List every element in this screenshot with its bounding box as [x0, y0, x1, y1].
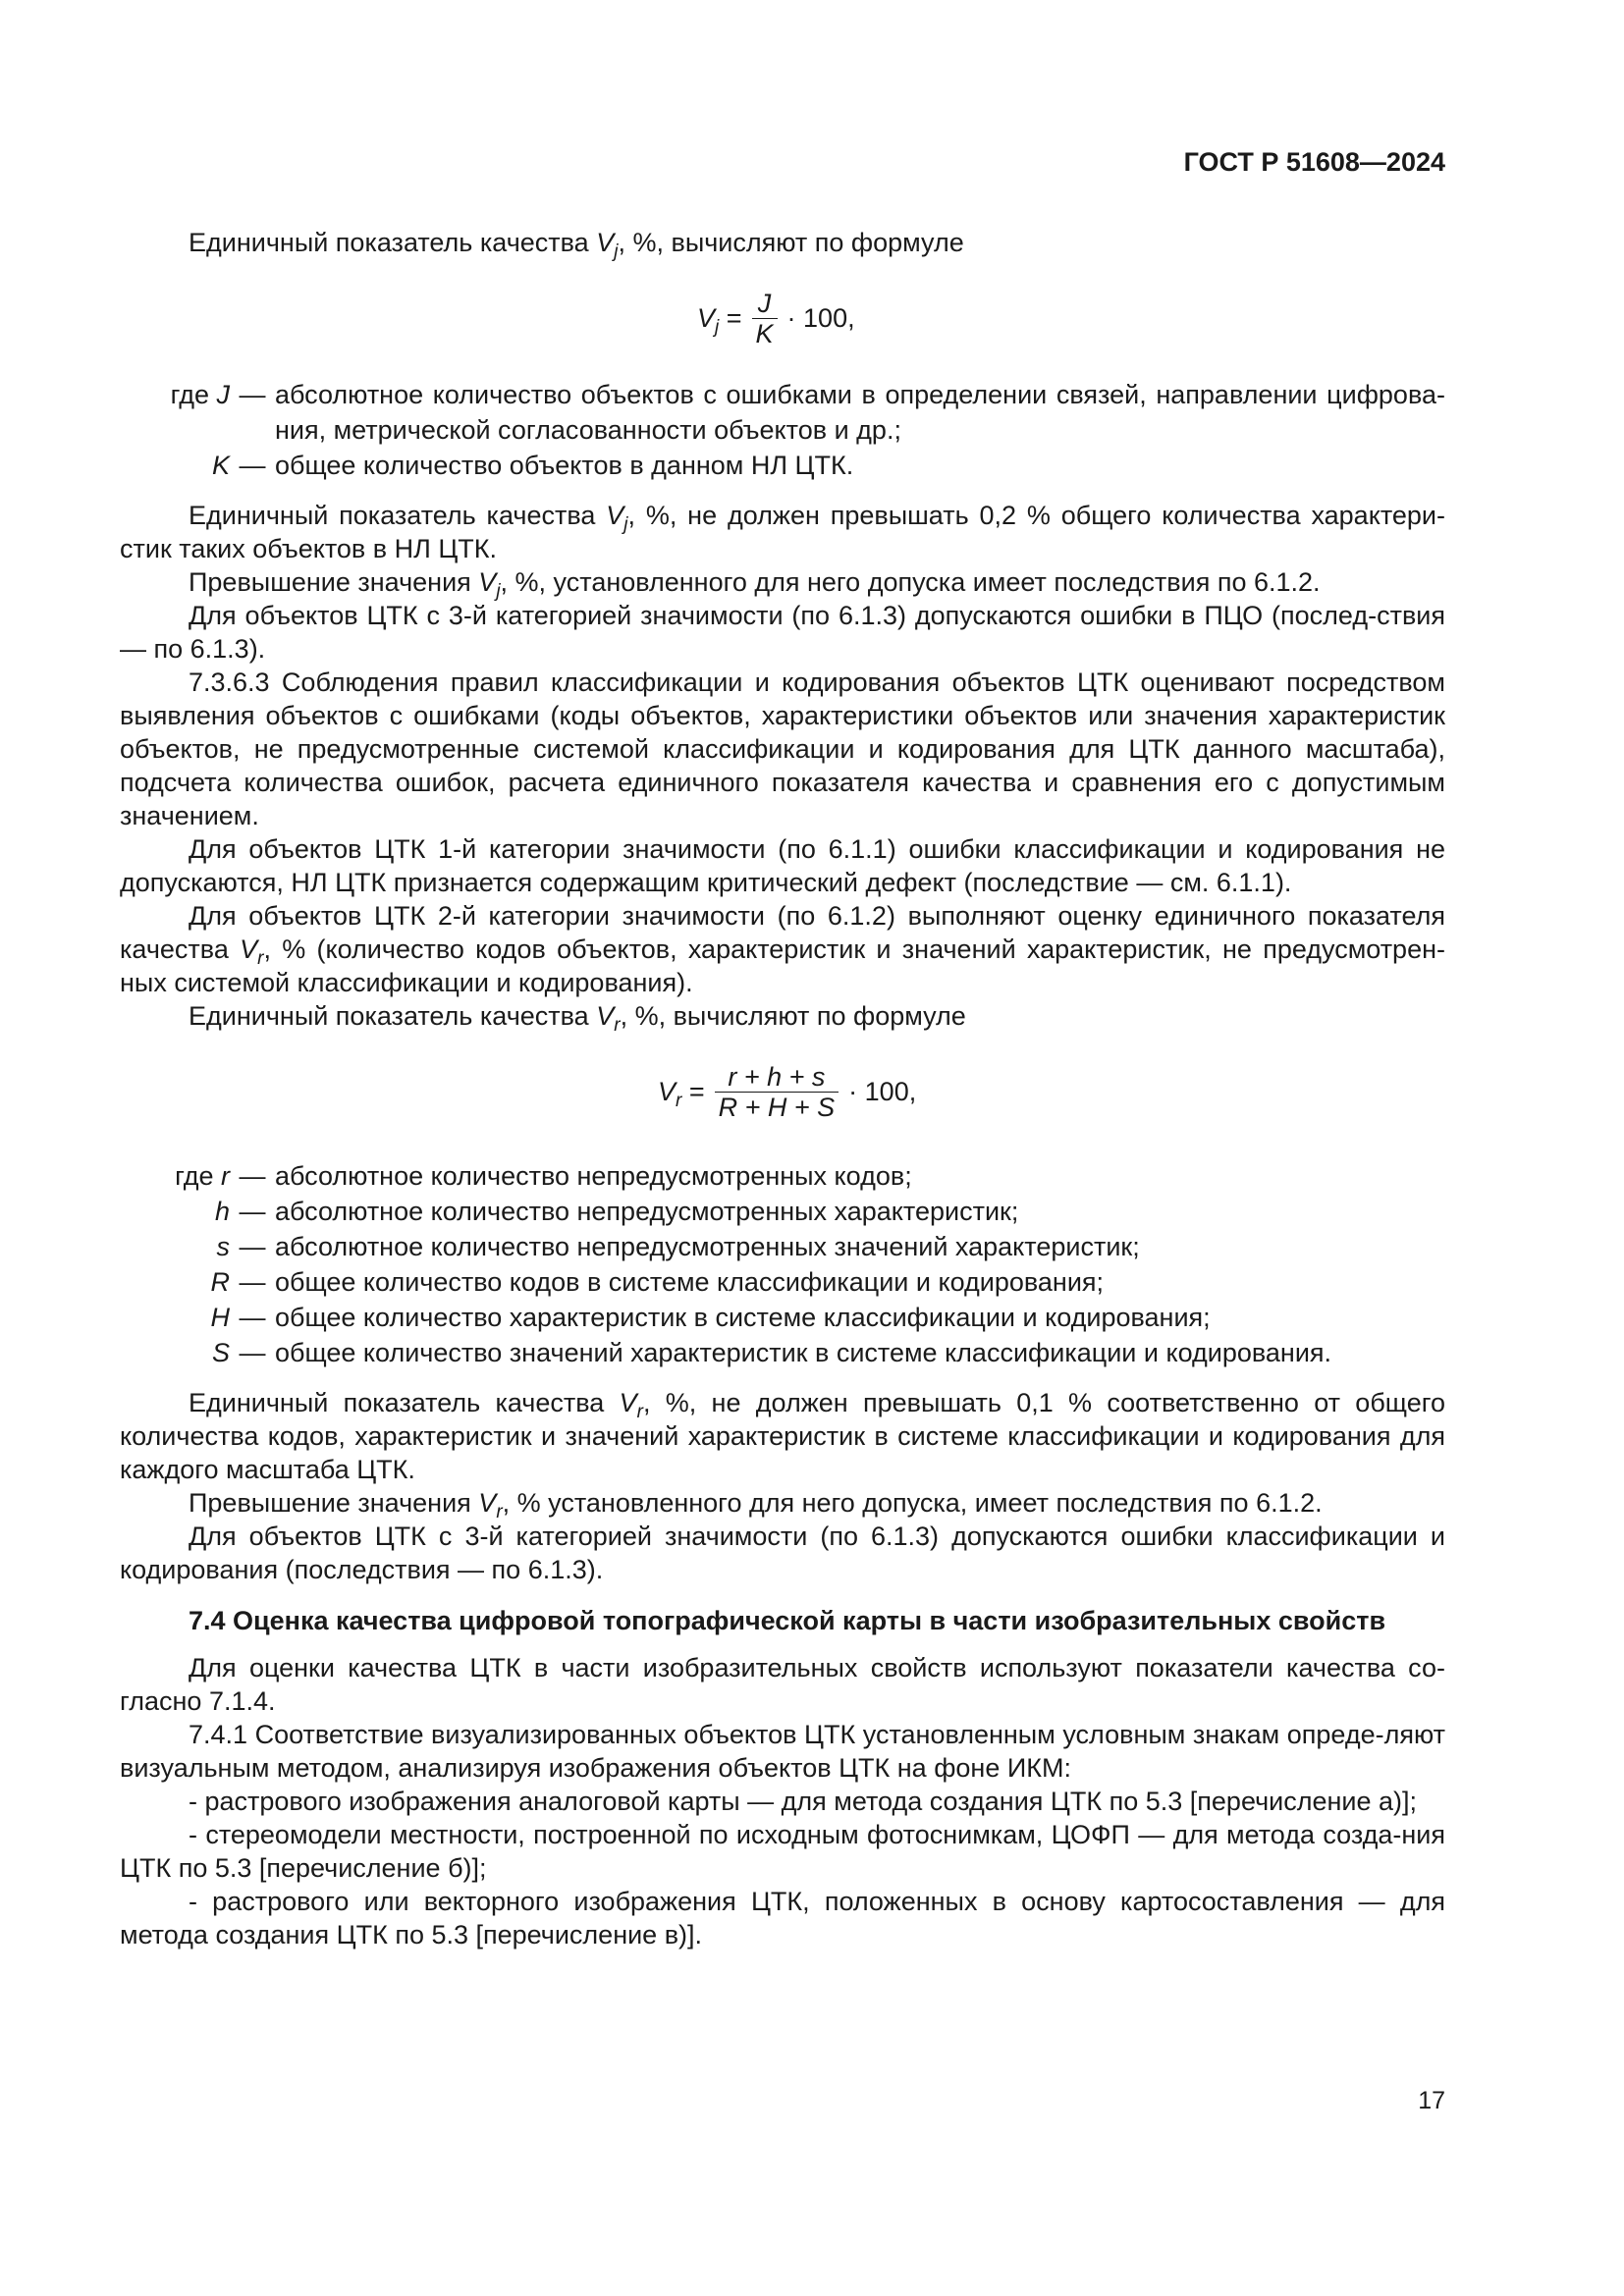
paragraph: 7.4.1 Соответствие визуализированных объектов ЦТК установленным условным знакам опреде-ляют визуальным методом, анализируя изображения объектов ЦТК на фоне ИКМ: [120, 1720, 1445, 1783]
paragraph: Единичный показатель качества $V_r$, %, не должен превышать 0,1 % соответственно от общего количества кодов, характеристик и значений характеристик в системе классификации и кодирования для каждого масштаба ЦТК. [120, 1388, 1445, 1484]
legend-row: K — общее количество объектов в данном НЛ ЦТК. [211, 451, 854, 480]
formula-vr: $V_r$ = $\frac{r + h + s}{R + H + S}$ · 100, [658, 1062, 917, 1122]
legend-row: H — общее количество характеристик в системе классификации и кодирования; [210, 1303, 1211, 1332]
paragraph: Для объектов ЦТК 2-й категории значимости (по 6.1.2) выполняют оценку единичного показателя качества $V_r$, % (количество кодов объектов, характеристик и значений характеристик, не предусмотрен-ных системой классификации и кодирования). [120, 901, 1445, 997]
paragraph: Для объектов ЦТК с 3-й категорией значимости (по 6.1.3) допускаются ошибки классификации и кодирования (последствия — по 6.1.3). [120, 1522, 1445, 1584]
page-number: 17 [1418, 2087, 1445, 2114]
list-item: - стереомодели местности, построенной по исходным фотоснимкам, ЦОФП — для метода созда-ния ЦТК по 5.3 [перечисление б)]; [120, 1820, 1445, 1883]
paragraph: Превышение значения $V_r$, % установленного для него допуска, имеет последствия по 6.1.2. [189, 1488, 1323, 1522]
legend-row: где J — абсолютное количество объектов с ошибками в определении связей, направлении цифрова-ния, метрической согласованности объектов и др.; [170, 380, 1445, 445]
paragraph: Для оценки качества ЦТК в части изобразительных свойств используют показатели качества со-гласно 7.1.4. [120, 1653, 1445, 1716]
list-item: - растрового изображения аналоговой карты — для метода создания ЦТК по 5.3 [перечисление а)]; [189, 1787, 1418, 1816]
paragraph: Превышение значения $V_j$, %, установленного для него допуска имеет последствия по 6.1.2. [189, 567, 1321, 602]
paragraph: 7.3.6.3 Соблюдения правил классификации и кодирования объектов ЦТК оценивают посредством выявления объектов с ошибками (коды объектов, характеристики объектов или значения характеристик объектов, не предусмотренные системой классификации и кодирования для ЦТК данного масштаба), подсчета количества ошибок, расчета единичного показателя качества и сравнения его с допустимым значением. [120, 667, 1445, 830]
legend-row: s — абсолютное количество непредусмотренных значений характеристик; [216, 1232, 1140, 1261]
legend-row: R — общее количество кодов в системе классификации и кодирования; [210, 1267, 1105, 1297]
list-item: - растрового или векторного изображения ЦТК, положенных в основу картосоставления — для метода создания ЦТК по 5.3 [перечисление в)]. [120, 1887, 1445, 1949]
legend-row: h — абсолютное количество непредусмотренных характеристик; [214, 1197, 1019, 1226]
paragraph: Для объектов ЦТК с 3-й категорией значимости (по 6.1.3) допускаются ошибки в ПЦО (послед-ствия — по 6.1.3). [120, 601, 1445, 664]
paragraph: Единичный показатель качества $V_r$, %, вычисляют по формуле [189, 1001, 966, 1036]
paragraph: Для объектов ЦТК 1-й категории значимости (по 6.1.1) ошибки классификации и кодирования не допускаются, НЛ ЦТК признается содержащим критический дефект (последствие — см. 6.1.1). [120, 834, 1445, 897]
paragraph: Единичный показатель качества $V_j$, %, не должен превышать 0,2 % общего количества характери-стик таких объектов в НЛ ЦТК. [120, 501, 1445, 563]
formula-vj: $V_j$ = $\frac{J}{K}$ · 100, [697, 289, 855, 348]
formula-legend-1 [120, 377, 1445, 483]
section-heading: 7.4 Оценка качества цифровой топографической карты в части изобразительных свойств [189, 1606, 1386, 1635]
paragraph: Единичный показатель качества $V_j$, %, вычисляют по формуле [189, 228, 964, 262]
legend-row: где r — абсолютное количество непредусмотренных кодов; [175, 1161, 912, 1191]
document-body [120, 226, 1445, 1951]
document-header: ГОСТ Р 51608—2024 [1183, 147, 1445, 177]
legend-row: S — общее количество значений характеристик в системе классификации и кодирования. [211, 1338, 1332, 1367]
formula-legend-2 [120, 1158, 1445, 1370]
